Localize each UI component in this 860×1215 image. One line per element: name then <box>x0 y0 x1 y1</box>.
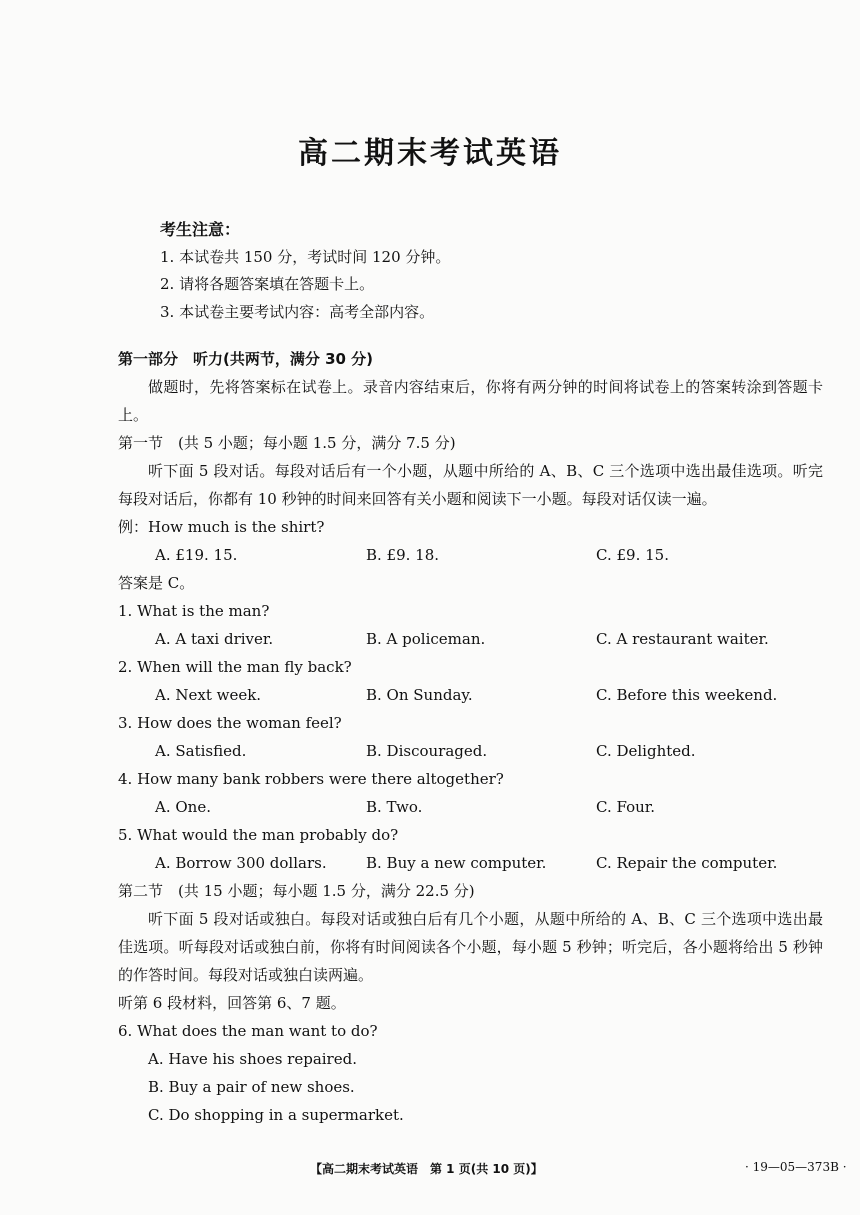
example-options <box>118 541 823 569</box>
option-b: B. Buy a new computer. <box>366 854 547 872</box>
notice-item: 2. 请将各题答案填在答题卡上。 <box>160 275 375 293</box>
option-a: A. Satisfied. <box>155 742 247 760</box>
option-c: C. Do shopping in a supermarket. <box>148 1106 404 1124</box>
question-2: 2. When will the man fly back? <box>118 658 352 676</box>
option-c: C. Repair the computer. <box>596 854 778 872</box>
option-c: C. £9. 15. <box>596 546 669 564</box>
question-5-options <box>118 849 823 877</box>
option-b: B. A policeman. <box>366 630 486 648</box>
question-4-options <box>118 793 823 821</box>
option-a: A. Next week. <box>155 686 262 704</box>
candidate-notice <box>160 216 450 326</box>
footer-page-info: 【高二期末考试英语 第 1 页(共 10 页)】 <box>310 1162 543 1176</box>
example-answer: 答案是 C。 <box>118 574 195 592</box>
question-3-options <box>118 737 823 765</box>
exam-body <box>118 345 823 1129</box>
footer-code: · 19—05—373B · <box>745 1160 847 1174</box>
question-3: 3. How does the woman feel? <box>118 714 342 732</box>
material-note: 听第 6 段材料，回答第 6、7 题。 <box>118 994 346 1012</box>
question-4: 4. How many bank robbers were there altogether? <box>118 770 504 788</box>
question-1-options <box>118 625 823 653</box>
option-c: C. Before this weekend. <box>596 686 778 704</box>
option-b: B. Discouraged. <box>366 742 488 760</box>
option-c: C. A restaurant waiter. <box>596 630 769 648</box>
notice-heading: 考生注意： <box>160 220 241 239</box>
option-b: B. £9. 18. <box>366 546 440 564</box>
part1-heading: 第一部分 听力(共两节，满分 30 分) <box>118 350 374 368</box>
question-5: 5. What would the man probably do? <box>118 826 399 844</box>
option-a: A. Borrow 300 dollars. <box>155 854 327 872</box>
option-a: A. A taxi driver. <box>155 630 274 648</box>
section1-instructions: 听下面 5 段对话。每段对话后有一个小题，从题中所给的 A、B、C 三个选项中选出最佳选项。听完每段对话后，你都有 10 秒钟的时间来回答有关小题和阅读下一小题。每段对话仅读一遍。 <box>118 462 823 508</box>
question-1: 1. What is the man? <box>118 602 270 620</box>
section2-heading: 第二节 (共 15 小题；每小题 1.5 分，满分 22.5 分) <box>118 882 475 900</box>
part1-intro: 做题时，先将答案标在试卷上。录音内容结束后，你将有两分钟的时间将试卷上的答案转涂到答题卡上。 <box>118 378 823 424</box>
notice-item: 1. 本试卷共 150 分，考试时间 120 分钟。 <box>160 247 451 266</box>
question-2-options <box>118 681 823 709</box>
question-6: 6. What does the man want to do? <box>118 1022 378 1040</box>
option-b: B. On Sunday. <box>366 686 473 704</box>
option-a: A. £19. 15. <box>155 546 238 564</box>
section2-instructions: 听下面 5 段对话或独白。每段对话或独白后有几个小题，从题中所给的 A、B、C 三个选项中选出最佳选项。听每段对话或独白前，你将有时间阅读各个小题，每小题 5 秒钟；听完后，各小题将给出 5 秒钟的作答时间。每段对话或独白读两遍。 <box>118 910 823 984</box>
option-c: C. Delighted. <box>596 742 696 760</box>
option-a: A. One. <box>155 798 211 816</box>
notice-item: 3. 本试卷主要考试内容：高考全部内容。 <box>160 302 435 321</box>
page-title: 高二期末考试英语 <box>298 136 562 171</box>
section1-heading: 第一节 (共 5 小题；每小题 1.5 分，满分 7.5 分) <box>118 434 456 452</box>
option-b: B. Buy a pair of new shoes. <box>148 1078 355 1096</box>
option-c: C. Four. <box>596 798 656 816</box>
option-a: A. Have his shoes repaired. <box>148 1050 357 1068</box>
example-question: 例：How much is the shirt? <box>118 518 325 536</box>
option-b: B. Two. <box>366 798 423 816</box>
